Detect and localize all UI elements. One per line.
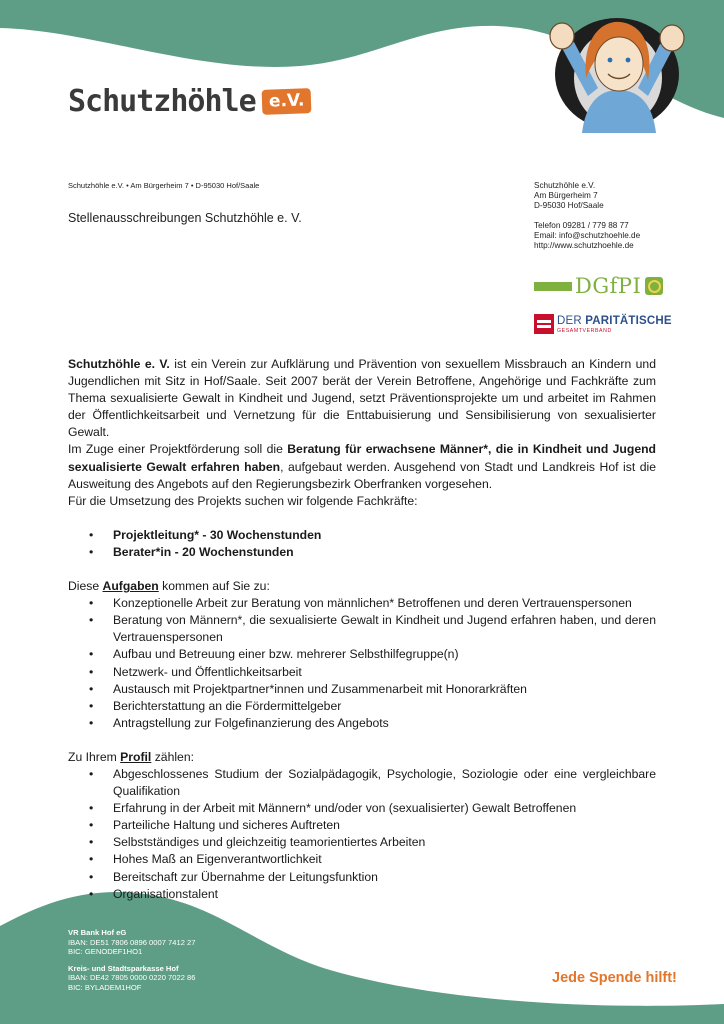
list-item: • Austausch mit Projektpartner*innen und Zusammenarbeit mit Honorarkräften: [68, 681, 656, 698]
tasks-heading: Diese Aufgaben kommen auf Sie zu:: [68, 579, 270, 594]
bank-2-iban: IBAN: DE42 7805 0000 0220 7022 86: [68, 973, 196, 983]
letter-subject: Stellenausschreibungen Schutzhöhle e. V.: [68, 211, 302, 225]
positions-list: [68, 527, 656, 561]
list-item: • Beratung von Männern*, die sexualisierte Gewalt in Kindheit und Jugend erfahren haben, und deren Vertrauenspersonen: [68, 612, 656, 646]
project-paragraph: Im Zuge einer Projektförderung soll die Beratung für erwachsene Männer*, die in Kindheit und Jugend sexualisierte Gewalt erfahren haben, aufgebaut werden. Ausgehend von Stadt und Landkreis Hof ist die Ausweitung des Angebots auf den Regierungsbezirk Oberfranken vorgesehen.: [68, 442, 656, 491]
list-item: • Antragstellung zur Folgefinanzierung des Angebots: [68, 715, 656, 732]
list-item: • Parteiliche Haltung und sicheres Auftreten: [68, 817, 656, 834]
list-item: • Netzwerk- und Öffentlichkeitsarbeit: [68, 664, 656, 681]
list-item: • Selbstständiges und gleichzeitig teamorientiertes Arbeiten: [68, 834, 656, 851]
paritaetische-logo: [534, 314, 672, 334]
tasks-list: [68, 595, 656, 732]
logo: [68, 84, 311, 119]
paritaetische-prefix: DER: [557, 314, 586, 327]
contact-email[interactable]: Email: info@schutzhoehle.de: [534, 230, 641, 240]
paritaetische-main: PARITÄTISCHE: [585, 314, 672, 327]
list-item: • Erfahrung in der Arbeit mit Männern* und/oder von (sexualisierter) Gewalt Betroffenen: [68, 800, 656, 817]
dgfpi-wordmark: DGfPI: [575, 274, 642, 298]
logo-wordmark: Schutzhöhle: [68, 84, 256, 119]
bank-1-iban: IBAN: DE51 7806 0896 0007 7412 27: [68, 937, 196, 947]
list-item: • Projektleitung* - 30 Wochenstunden: [68, 527, 656, 544]
list-item: • Aufbau und Betreuung einer bzw. mehrerer Selbsthilfegruppe(n): [68, 646, 656, 663]
contact-street: Am Bürgerheim 7: [534, 191, 598, 201]
bank-2-name: Kreis- und Stadtsparkasse Hof: [68, 963, 179, 973]
bank-1-bic: BIC: GENODEF1HO1: [68, 947, 143, 957]
bank-2-bic: BIC: BYLADEM1HOF: [68, 982, 142, 992]
list-item: • Bereitschaft zur Übernahme der Leitungsfunktion: [68, 869, 656, 886]
intro-paragraph: Schutzhöhle e. V. ist ein Verein zur Aufklärung und Prävention von sexuellem Missbrauch an Kindern und Jugendlichen mit Sitz in Hof/Saale. Seit 2007 berät der Verein Betroffene, Angehörige und Fachkräfte zum Thema sexualisierte Gewalt in Kindheit und Jugend, setzt Präventionsprojekte um und arbeitet im Rahmen der Öffentlichkeitsarbeit und Vernetzung für die Enttabuisierung und Sensibilisierung von sexualisierter Gewalt.: [68, 357, 656, 440]
list-item: • Konzeptionelle Arbeit zur Beratung von männlichen* Betroffenen und deren Vertrauenspersonen: [68, 595, 656, 612]
bank-1-name: VR Bank Hof eG: [68, 928, 127, 937]
contact-name: Schutzhöhle e.V.: [534, 181, 596, 190]
intro-org-name: Schutzhöhle e. V.: [68, 357, 170, 371]
list-item: • Berichterstattung an die Fördermittelgeber: [68, 698, 656, 715]
paritaetische-sub: GESAMTVERBAND: [557, 327, 612, 334]
logo-ev-badge: e.V.: [261, 88, 311, 115]
list-item: • Abgeschlossenes Studium der Sozialpädagogik, Psychologie, Soziologie oder eine vergleichbare Qualifikation: [68, 766, 656, 800]
contact-block: [534, 181, 640, 251]
mascot-girl-illustration: [542, 8, 692, 133]
letter-body: [68, 356, 656, 903]
list-item: • Berater*in - 20 Wochenstunden: [68, 544, 656, 561]
contact-website[interactable]: http://www.schutzhoehle.de: [534, 241, 634, 251]
list-item: • Organisationstalent: [68, 886, 656, 903]
donation-slogan: Jede Spende hilft!: [552, 970, 677, 986]
paritaetische-emblem-icon: [534, 314, 554, 334]
bank-details: [68, 928, 196, 993]
sender-address-line: Schutzhöhle e.V. • Am Bürgerheim 7 • D-95030 Hof/Saale: [68, 181, 260, 190]
contact-phone: Telefon 09281 / 779 88 77: [534, 220, 629, 230]
profile-heading: Zu Ihrem Profil zählen:: [68, 749, 194, 764]
positions-intro: Für die Umsetzung des Projekts suchen wir folgende Fachkräfte:: [68, 493, 418, 508]
list-item: • Hohes Maß an Eigenverantwortlichkeit: [68, 851, 656, 868]
contact-city: D-95030 Hof/Saale: [534, 201, 604, 211]
profile-list: [68, 766, 656, 903]
dgfpi-bar-icon: [534, 282, 572, 291]
dgfpi-logo: [534, 274, 663, 298]
dgfpi-emblem-icon: [645, 277, 663, 295]
